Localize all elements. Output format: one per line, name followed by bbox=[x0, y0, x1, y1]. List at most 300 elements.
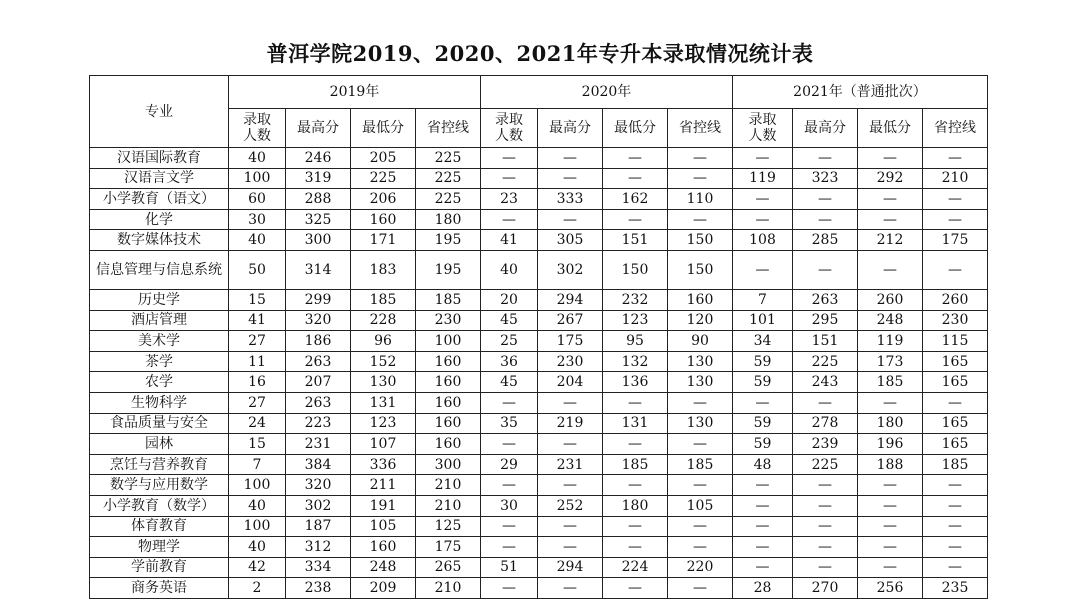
value-cell: 185 bbox=[416, 289, 481, 310]
value-cell: 185 bbox=[603, 454, 668, 475]
value-cell: — bbox=[668, 475, 733, 496]
value-cell: 15 bbox=[229, 434, 286, 455]
value-cell: 123 bbox=[603, 310, 668, 331]
value-cell: — bbox=[733, 495, 793, 516]
value-cell: 59 bbox=[733, 372, 793, 393]
value-cell: 27 bbox=[229, 331, 286, 352]
value-cell: — bbox=[668, 516, 733, 537]
value-cell: 42 bbox=[229, 557, 286, 578]
value-cell: 40 bbox=[229, 537, 286, 558]
value-cell: — bbox=[603, 578, 668, 599]
value-cell: — bbox=[481, 516, 538, 537]
value-cell: — bbox=[668, 392, 733, 413]
table-row bbox=[90, 578, 988, 599]
value-cell: 132 bbox=[603, 351, 668, 372]
value-cell: 59 bbox=[733, 413, 793, 434]
value-cell: 130 bbox=[351, 372, 416, 393]
value-cell: 110 bbox=[668, 189, 733, 210]
value-cell: — bbox=[793, 495, 858, 516]
value-cell: — bbox=[668, 434, 733, 455]
value-cell: 160 bbox=[351, 537, 416, 558]
value-cell: 23 bbox=[481, 189, 538, 210]
max-score-header: 最高分 bbox=[793, 109, 858, 148]
major-name-cell: 学前教育 bbox=[90, 557, 229, 578]
major-name-cell: 小学教育（语文） bbox=[90, 189, 229, 210]
admitted-count-label: 录取人数 bbox=[748, 112, 777, 144]
value-cell: 323 bbox=[793, 168, 858, 189]
value-cell: 30 bbox=[481, 495, 538, 516]
value-cell: 186 bbox=[286, 331, 351, 352]
value-cell: 300 bbox=[416, 454, 481, 475]
value-cell: 325 bbox=[286, 209, 351, 230]
value-cell: — bbox=[481, 148, 538, 169]
value-cell: 119 bbox=[733, 168, 793, 189]
table-row bbox=[90, 351, 988, 372]
value-cell: — bbox=[538, 578, 603, 599]
value-cell: 270 bbox=[793, 578, 858, 599]
value-cell: — bbox=[858, 475, 923, 496]
value-cell: 248 bbox=[858, 310, 923, 331]
major-name-cell: 小学教育（数学） bbox=[90, 495, 229, 516]
value-cell: — bbox=[793, 475, 858, 496]
value-cell: — bbox=[481, 434, 538, 455]
value-cell: 105 bbox=[351, 516, 416, 537]
value-cell: — bbox=[603, 475, 668, 496]
value-cell: 238 bbox=[286, 578, 351, 599]
value-cell: 7 bbox=[733, 289, 793, 310]
value-cell: 223 bbox=[286, 413, 351, 434]
value-cell: — bbox=[538, 392, 603, 413]
value-cell: 180 bbox=[858, 413, 923, 434]
value-cell: — bbox=[733, 537, 793, 558]
table-row bbox=[90, 250, 988, 289]
value-cell: 225 bbox=[351, 168, 416, 189]
value-cell: 173 bbox=[858, 351, 923, 372]
value-cell: 20 bbox=[481, 289, 538, 310]
table-row bbox=[90, 537, 988, 558]
value-cell: 16 bbox=[229, 372, 286, 393]
value-cell: 29 bbox=[481, 454, 538, 475]
value-cell: 160 bbox=[416, 392, 481, 413]
value-cell: — bbox=[538, 209, 603, 230]
major-name-cell: 烹饪与营养教育 bbox=[90, 454, 229, 475]
value-cell: 225 bbox=[416, 148, 481, 169]
value-cell: — bbox=[603, 434, 668, 455]
value-cell: 206 bbox=[351, 189, 416, 210]
value-cell: 384 bbox=[286, 454, 351, 475]
value-cell: — bbox=[538, 148, 603, 169]
value-cell: — bbox=[538, 537, 603, 558]
value-cell: 151 bbox=[603, 230, 668, 251]
value-cell: 336 bbox=[351, 454, 416, 475]
min-score-header: 最低分 bbox=[858, 109, 923, 148]
value-cell: 136 bbox=[603, 372, 668, 393]
value-cell: — bbox=[733, 250, 793, 289]
value-cell: — bbox=[603, 537, 668, 558]
value-cell: — bbox=[858, 250, 923, 289]
value-cell: 101 bbox=[733, 310, 793, 331]
value-cell: 40 bbox=[229, 148, 286, 169]
table-row bbox=[90, 475, 988, 496]
value-cell: 171 bbox=[351, 230, 416, 251]
value-cell: 220 bbox=[668, 557, 733, 578]
table-row bbox=[90, 209, 988, 230]
value-cell: 320 bbox=[286, 475, 351, 496]
value-cell: 160 bbox=[416, 434, 481, 455]
value-cell: 35 bbox=[481, 413, 538, 434]
major-header: 专业 bbox=[90, 76, 229, 148]
value-cell: 211 bbox=[351, 475, 416, 496]
major-name-cell: 汉语言文学 bbox=[90, 168, 229, 189]
value-cell: 300 bbox=[286, 230, 351, 251]
value-cell: 27 bbox=[229, 392, 286, 413]
major-name-cell: 园林 bbox=[90, 434, 229, 455]
value-cell: 130 bbox=[668, 413, 733, 434]
value-cell: 225 bbox=[793, 454, 858, 475]
value-cell: — bbox=[603, 516, 668, 537]
value-cell: 210 bbox=[416, 578, 481, 599]
major-name-cell: 农学 bbox=[90, 372, 229, 393]
value-cell: 107 bbox=[351, 434, 416, 455]
table-row bbox=[90, 230, 988, 251]
value-cell: 219 bbox=[538, 413, 603, 434]
year-2019-header: 2019年 bbox=[229, 76, 481, 109]
value-cell: 160 bbox=[351, 209, 416, 230]
value-cell: 131 bbox=[351, 392, 416, 413]
table-row bbox=[90, 434, 988, 455]
major-name-cell: 信息管理与信息系统 bbox=[90, 250, 229, 289]
value-cell: 105 bbox=[668, 495, 733, 516]
value-cell: — bbox=[793, 209, 858, 230]
value-cell: 196 bbox=[858, 434, 923, 455]
value-cell: 160 bbox=[416, 351, 481, 372]
value-cell: 305 bbox=[538, 230, 603, 251]
value-cell: 123 bbox=[351, 413, 416, 434]
value-cell: 320 bbox=[286, 310, 351, 331]
value-cell: — bbox=[923, 209, 988, 230]
value-cell: 263 bbox=[286, 392, 351, 413]
value-cell: 183 bbox=[351, 250, 416, 289]
value-cell: 225 bbox=[416, 168, 481, 189]
value-cell: — bbox=[481, 168, 538, 189]
value-cell: 248 bbox=[351, 557, 416, 578]
value-cell: 151 bbox=[793, 331, 858, 352]
value-cell: 288 bbox=[286, 189, 351, 210]
value-cell: — bbox=[793, 250, 858, 289]
value-cell: 185 bbox=[668, 454, 733, 475]
value-cell: 175 bbox=[923, 230, 988, 251]
value-cell: 231 bbox=[538, 454, 603, 475]
value-cell: 231 bbox=[286, 434, 351, 455]
value-cell: 263 bbox=[793, 289, 858, 310]
value-cell: 265 bbox=[416, 557, 481, 578]
value-cell: 175 bbox=[416, 537, 481, 558]
value-cell: — bbox=[858, 557, 923, 578]
value-cell: 185 bbox=[923, 454, 988, 475]
admitted-count-header bbox=[481, 109, 538, 148]
major-name-cell: 茶学 bbox=[90, 351, 229, 372]
value-cell: 120 bbox=[668, 310, 733, 331]
value-cell: 314 bbox=[286, 250, 351, 289]
table-row bbox=[90, 557, 988, 578]
min-score-header: 最低分 bbox=[351, 109, 416, 148]
value-cell: 51 bbox=[481, 557, 538, 578]
table-row bbox=[90, 413, 988, 434]
value-cell: 25 bbox=[481, 331, 538, 352]
value-cell: 292 bbox=[858, 168, 923, 189]
value-cell: 7 bbox=[229, 454, 286, 475]
value-cell: — bbox=[793, 392, 858, 413]
value-cell: — bbox=[733, 557, 793, 578]
value-cell: — bbox=[858, 189, 923, 210]
table-row bbox=[90, 454, 988, 475]
value-cell: 45 bbox=[481, 310, 538, 331]
value-cell: 152 bbox=[351, 351, 416, 372]
major-name-cell: 数字媒体技术 bbox=[90, 230, 229, 251]
major-name-cell: 汉语国际教育 bbox=[90, 148, 229, 169]
value-cell: — bbox=[923, 537, 988, 558]
value-cell: — bbox=[923, 392, 988, 413]
value-cell: — bbox=[858, 209, 923, 230]
value-cell: — bbox=[733, 516, 793, 537]
table-row bbox=[90, 289, 988, 310]
value-cell: — bbox=[481, 209, 538, 230]
value-cell: 41 bbox=[229, 310, 286, 331]
value-cell: 252 bbox=[538, 495, 603, 516]
value-cell: 232 bbox=[603, 289, 668, 310]
value-cell: — bbox=[858, 516, 923, 537]
value-cell: 295 bbox=[793, 310, 858, 331]
value-cell: — bbox=[733, 189, 793, 210]
value-cell: 59 bbox=[733, 351, 793, 372]
value-cell: 230 bbox=[538, 351, 603, 372]
value-cell: 40 bbox=[481, 250, 538, 289]
value-cell: 256 bbox=[858, 578, 923, 599]
value-cell: 285 bbox=[793, 230, 858, 251]
value-cell: 165 bbox=[923, 434, 988, 455]
major-name-cell: 体育教育 bbox=[90, 516, 229, 537]
value-cell: 187 bbox=[286, 516, 351, 537]
value-cell: — bbox=[481, 475, 538, 496]
value-cell: 225 bbox=[793, 351, 858, 372]
admitted-count-label: 录取人数 bbox=[495, 112, 523, 144]
value-cell: 50 bbox=[229, 250, 286, 289]
table-row bbox=[90, 148, 988, 169]
major-name-cell: 生物科学 bbox=[90, 392, 229, 413]
major-name-cell: 物理学 bbox=[90, 537, 229, 558]
table-row bbox=[90, 495, 988, 516]
value-cell: — bbox=[858, 392, 923, 413]
value-cell: — bbox=[793, 537, 858, 558]
header-row-years bbox=[90, 76, 988, 109]
year-2020-header: 2020年 bbox=[481, 76, 733, 109]
table-row bbox=[90, 310, 988, 331]
major-name-cell: 数学与应用数学 bbox=[90, 475, 229, 496]
value-cell: — bbox=[923, 250, 988, 289]
value-cell: 100 bbox=[229, 475, 286, 496]
value-cell: 260 bbox=[923, 289, 988, 310]
value-cell: 15 bbox=[229, 289, 286, 310]
value-cell: 160 bbox=[668, 289, 733, 310]
value-cell: 90 bbox=[668, 331, 733, 352]
value-cell: 60 bbox=[229, 189, 286, 210]
value-cell: 294 bbox=[538, 557, 603, 578]
value-cell: 212 bbox=[858, 230, 923, 251]
value-cell: 160 bbox=[416, 413, 481, 434]
value-cell: 195 bbox=[416, 250, 481, 289]
value-cell: 299 bbox=[286, 289, 351, 310]
table-row bbox=[90, 168, 988, 189]
value-cell: 278 bbox=[793, 413, 858, 434]
value-cell: 263 bbox=[286, 351, 351, 372]
value-cell: 224 bbox=[603, 557, 668, 578]
value-cell: 150 bbox=[668, 250, 733, 289]
value-cell: 100 bbox=[229, 168, 286, 189]
major-name-cell: 美术学 bbox=[90, 331, 229, 352]
value-cell: 119 bbox=[858, 331, 923, 352]
value-cell: 59 bbox=[733, 434, 793, 455]
value-cell: — bbox=[538, 168, 603, 189]
value-cell: 2 bbox=[229, 578, 286, 599]
table-title: 普洱学院2019、2020、2021年专升本录取情况统计表 bbox=[266, 41, 814, 66]
major-name-cell: 历史学 bbox=[90, 289, 229, 310]
value-cell: 130 bbox=[668, 351, 733, 372]
admitted-count-label: 录取人数 bbox=[243, 112, 271, 144]
value-cell: 115 bbox=[923, 331, 988, 352]
table-row bbox=[90, 331, 988, 352]
value-cell: — bbox=[858, 537, 923, 558]
value-cell: 40 bbox=[229, 495, 286, 516]
value-cell: 294 bbox=[538, 289, 603, 310]
value-cell: — bbox=[923, 495, 988, 516]
value-cell: 150 bbox=[668, 230, 733, 251]
admission-table bbox=[89, 75, 988, 599]
value-cell: 95 bbox=[603, 331, 668, 352]
value-cell: 100 bbox=[229, 516, 286, 537]
value-cell: 185 bbox=[858, 372, 923, 393]
value-cell: — bbox=[538, 516, 603, 537]
value-cell: 180 bbox=[603, 495, 668, 516]
value-cell: 24 bbox=[229, 413, 286, 434]
value-cell: 185 bbox=[351, 289, 416, 310]
value-cell: — bbox=[733, 148, 793, 169]
year-2021-header: 2021年（普通批次） bbox=[733, 76, 988, 109]
value-cell: — bbox=[923, 557, 988, 578]
value-cell: 125 bbox=[416, 516, 481, 537]
value-cell: 209 bbox=[351, 578, 416, 599]
max-score-header: 最高分 bbox=[538, 109, 603, 148]
min-score-header: 最低分 bbox=[603, 109, 668, 148]
major-name-cell: 商务英语 bbox=[90, 578, 229, 599]
value-cell: 239 bbox=[793, 434, 858, 455]
value-cell: — bbox=[733, 392, 793, 413]
value-cell: 302 bbox=[538, 250, 603, 289]
value-cell: 11 bbox=[229, 351, 286, 372]
value-cell: 36 bbox=[481, 351, 538, 372]
value-cell: 40 bbox=[229, 230, 286, 251]
value-cell: — bbox=[793, 557, 858, 578]
value-cell: 334 bbox=[286, 557, 351, 578]
value-cell: 302 bbox=[286, 495, 351, 516]
value-cell: 210 bbox=[416, 475, 481, 496]
value-cell: 41 bbox=[481, 230, 538, 251]
value-cell: 100 bbox=[416, 331, 481, 352]
value-cell: 108 bbox=[733, 230, 793, 251]
value-cell: 225 bbox=[416, 189, 481, 210]
table-row bbox=[90, 189, 988, 210]
major-name-cell: 酒店管理 bbox=[90, 310, 229, 331]
value-cell: 165 bbox=[923, 372, 988, 393]
admitted-count-header bbox=[229, 109, 286, 148]
value-cell: 160 bbox=[416, 372, 481, 393]
control-line-header: 省控线 bbox=[668, 109, 733, 148]
value-cell: 30 bbox=[229, 209, 286, 230]
value-cell: — bbox=[858, 148, 923, 169]
value-cell: — bbox=[603, 209, 668, 230]
value-cell: — bbox=[481, 537, 538, 558]
value-cell: — bbox=[668, 537, 733, 558]
value-cell: 230 bbox=[923, 310, 988, 331]
value-cell: 230 bbox=[416, 310, 481, 331]
value-cell: 210 bbox=[416, 495, 481, 516]
value-cell: 150 bbox=[603, 250, 668, 289]
value-cell: 130 bbox=[668, 372, 733, 393]
value-cell: 165 bbox=[923, 351, 988, 372]
control-line-header: 省控线 bbox=[416, 109, 481, 148]
value-cell: 48 bbox=[733, 454, 793, 475]
value-cell: 188 bbox=[858, 454, 923, 475]
value-cell: — bbox=[668, 578, 733, 599]
value-cell: 333 bbox=[538, 189, 603, 210]
value-cell: 319 bbox=[286, 168, 351, 189]
value-cell: — bbox=[733, 475, 793, 496]
value-cell: — bbox=[793, 516, 858, 537]
value-cell: — bbox=[793, 189, 858, 210]
value-cell: — bbox=[481, 578, 538, 599]
value-cell: 243 bbox=[793, 372, 858, 393]
value-cell: — bbox=[733, 209, 793, 230]
value-cell: 204 bbox=[538, 372, 603, 393]
value-cell: — bbox=[668, 148, 733, 169]
value-cell: 180 bbox=[416, 209, 481, 230]
value-cell: — bbox=[923, 475, 988, 496]
value-cell: — bbox=[538, 475, 603, 496]
value-cell: — bbox=[538, 434, 603, 455]
control-line-header: 省控线 bbox=[923, 109, 988, 148]
major-name-cell: 食品质量与安全 bbox=[90, 413, 229, 434]
value-cell: 195 bbox=[416, 230, 481, 251]
value-cell: — bbox=[668, 209, 733, 230]
value-cell: 191 bbox=[351, 495, 416, 516]
value-cell: — bbox=[603, 148, 668, 169]
value-cell: 312 bbox=[286, 537, 351, 558]
value-cell: 96 bbox=[351, 331, 416, 352]
value-cell: 267 bbox=[538, 310, 603, 331]
value-cell: — bbox=[923, 189, 988, 210]
value-cell: 246 bbox=[286, 148, 351, 169]
value-cell: 235 bbox=[923, 578, 988, 599]
value-cell: — bbox=[603, 168, 668, 189]
value-cell: — bbox=[793, 148, 858, 169]
value-cell: — bbox=[481, 392, 538, 413]
table-row bbox=[90, 516, 988, 537]
value-cell: — bbox=[923, 148, 988, 169]
major-name-cell: 化学 bbox=[90, 209, 229, 230]
value-cell: 131 bbox=[603, 413, 668, 434]
value-cell: 228 bbox=[351, 310, 416, 331]
value-cell: 210 bbox=[923, 168, 988, 189]
value-cell: — bbox=[668, 168, 733, 189]
